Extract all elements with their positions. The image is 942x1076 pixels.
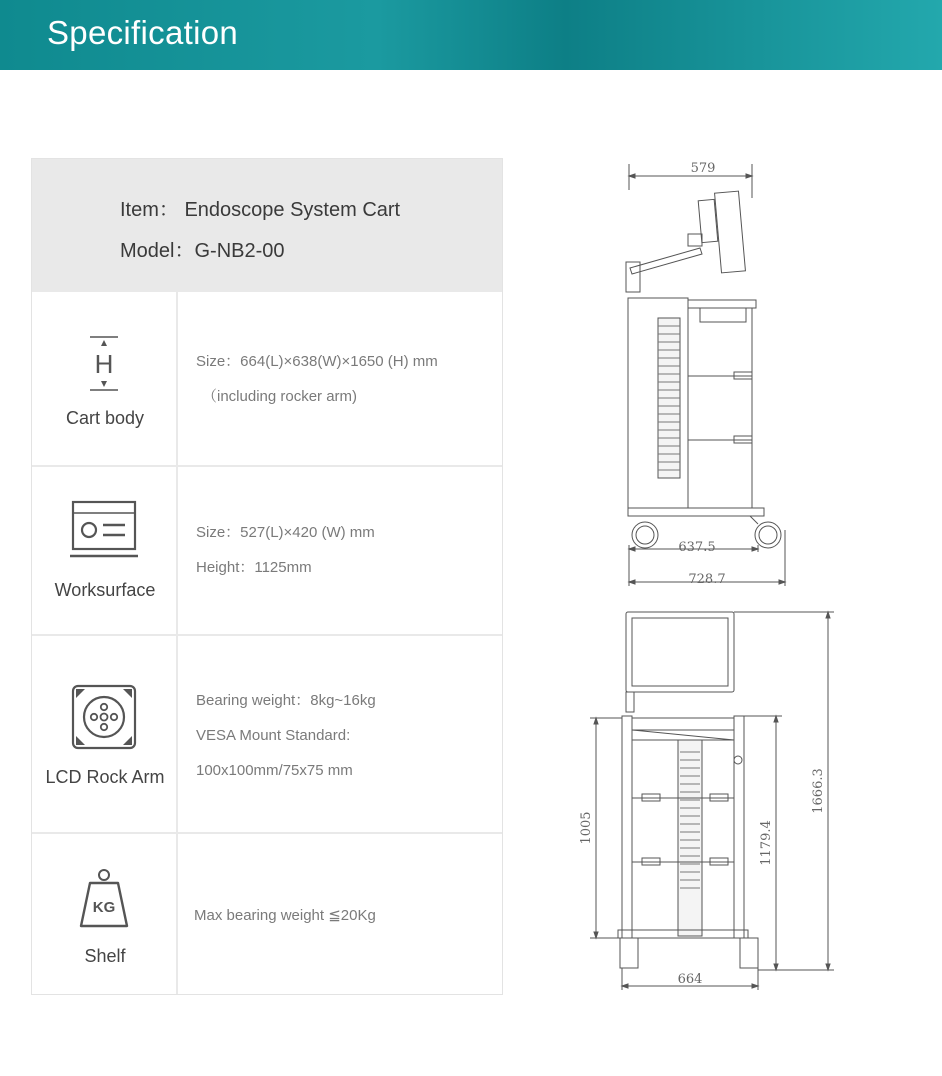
svg-text:H: H bbox=[94, 349, 114, 379]
dim-worksurface-height: 1179.4 bbox=[759, 820, 774, 866]
spec-line: （including rocker arm) bbox=[202, 388, 358, 405]
model-number: Model：G-NB2-00 bbox=[120, 240, 285, 262]
spec-table-header bbox=[32, 159, 502, 290]
spec-row-icon-cell bbox=[32, 292, 178, 465]
vesa-mount-icon bbox=[71, 684, 137, 750]
spec-row-description bbox=[196, 344, 438, 414]
dim-overall-height: 1666.3 bbox=[811, 768, 826, 814]
kg-weight-icon bbox=[78, 868, 130, 930]
front-view-drawing bbox=[570, 600, 840, 995]
spec-line: Height：1125mm bbox=[196, 559, 312, 576]
spec-line: Size：527(L)×420 (W) mm bbox=[196, 524, 375, 541]
item-name: Item： Endoscope System Cart bbox=[120, 199, 401, 221]
spec-row-icon-cell bbox=[32, 467, 178, 634]
dim-top-width: 579 bbox=[690, 161, 716, 176]
spec-row-cart-body bbox=[32, 290, 502, 465]
spec-row-shelf bbox=[32, 832, 502, 994]
spec-row-worksurface bbox=[32, 465, 502, 634]
spec-line: Bearing weight：8kg~16kg bbox=[196, 692, 376, 709]
spec-line: Max bearing weight ≦20Kg bbox=[194, 907, 376, 924]
spec-line: VESA Mount Standard: bbox=[196, 727, 351, 744]
dim-overall-width: 728.7 bbox=[688, 572, 726, 587]
dim-front-width: 664 bbox=[677, 972, 703, 987]
svg-text:KG: KG bbox=[92, 899, 116, 916]
spec-row-description bbox=[194, 898, 376, 933]
dim-shelf-height: 1005 bbox=[579, 811, 594, 845]
page-title: Specification bbox=[47, 14, 239, 51]
worksurface-icon bbox=[70, 500, 138, 562]
spec-row-label: Worksurface bbox=[54, 580, 156, 600]
spec-row-lcd-rock-arm bbox=[32, 634, 502, 832]
spec-line: Size：664(L)×638(W)×1650 (H) mm bbox=[196, 353, 438, 370]
spec-row-label: LCD Rock Arm bbox=[45, 767, 165, 787]
spec-row-description bbox=[196, 515, 375, 585]
spec-row-description bbox=[196, 683, 376, 788]
spec-table bbox=[31, 158, 503, 995]
side-view-drawing bbox=[600, 150, 800, 590]
spec-row-icon-cell bbox=[32, 834, 178, 994]
spec-line: 100x100mm/75x75 mm bbox=[196, 762, 353, 779]
height-icon bbox=[87, 334, 121, 392]
dim-base-width: 637.5 bbox=[678, 540, 716, 555]
header-banner bbox=[0, 0, 942, 70]
spec-row-label: Shelf bbox=[84, 946, 126, 966]
spec-row-icon-cell bbox=[32, 636, 178, 832]
spec-row-label: Cart body bbox=[65, 408, 145, 428]
